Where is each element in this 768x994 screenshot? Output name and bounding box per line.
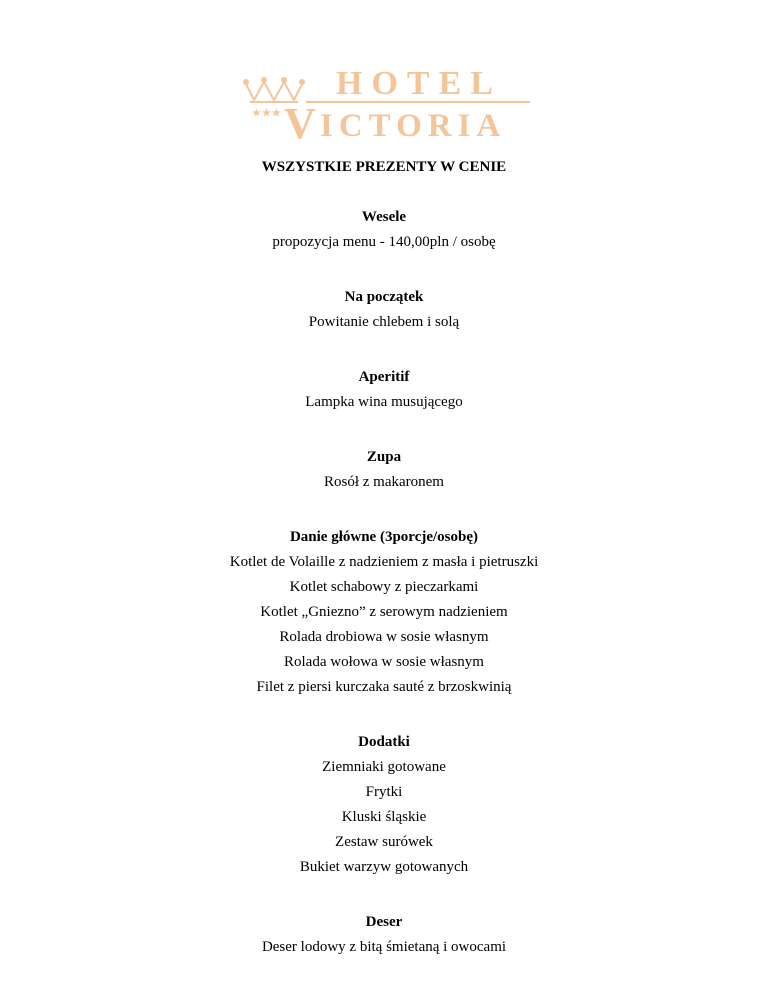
menu-item: Bukiet warzyw gotowanych xyxy=(299,859,469,875)
menu-item: Rosół z makaronem xyxy=(324,474,444,490)
menu-item: Rolada wołowa w sosie własnym xyxy=(284,654,484,670)
menu-item: Kotlet „Gniezno” z serowym nadzieniem xyxy=(260,604,508,620)
menu-item: Zestaw surówek xyxy=(335,834,433,850)
section-heading: Dodatki xyxy=(358,734,410,750)
intro-text: propozycja menu - 140,00pln / osobę xyxy=(272,234,496,250)
logo-initial-v: V xyxy=(284,99,316,142)
menu-item: Filet z piersi kurczaka sauté z brzoskwinią xyxy=(256,679,512,695)
hotel-logo-graphic xyxy=(240,62,532,142)
menu-item: Rolada drobiowa w sosie własnym xyxy=(279,629,489,645)
section-heading: Na początek xyxy=(344,289,424,305)
menu-item: Deser lodowy z bitą śmietaną i owocami xyxy=(261,939,507,955)
menu-item: Kotlet de Volaille z nadzieniem z masła i pietruszki xyxy=(229,554,539,570)
section-heading: Aperitif xyxy=(358,369,410,385)
section-heading: Zupa xyxy=(366,449,402,465)
menu-item: Frytki xyxy=(365,784,403,800)
stars-icon: ★★★ xyxy=(252,108,282,119)
logo-line-hotel: HOTEL xyxy=(336,65,502,102)
menu-sections xyxy=(0,255,768,960)
menu-item: Ziemniaki gotowane xyxy=(322,759,446,775)
section-heading: Deser xyxy=(365,914,403,930)
intro-heading: Wesele xyxy=(361,209,407,225)
menu-item: Kotlet schabowy z pieczarkami xyxy=(289,579,479,595)
hotel-logo xyxy=(240,62,532,142)
section-heading: Danie główne (3porcje/osobę) xyxy=(289,529,479,545)
menu-item: Lampka wina musującego xyxy=(305,394,463,410)
menu-item: Powitanie chlebem i solą xyxy=(308,314,460,330)
logo-line-ictoria: ICTORIA xyxy=(320,108,507,142)
menu-content xyxy=(0,157,768,960)
menu-item: Kluski śląskie xyxy=(341,809,427,825)
page-title: WSZYSTKIE PREZENTY W CENIE xyxy=(261,159,507,175)
